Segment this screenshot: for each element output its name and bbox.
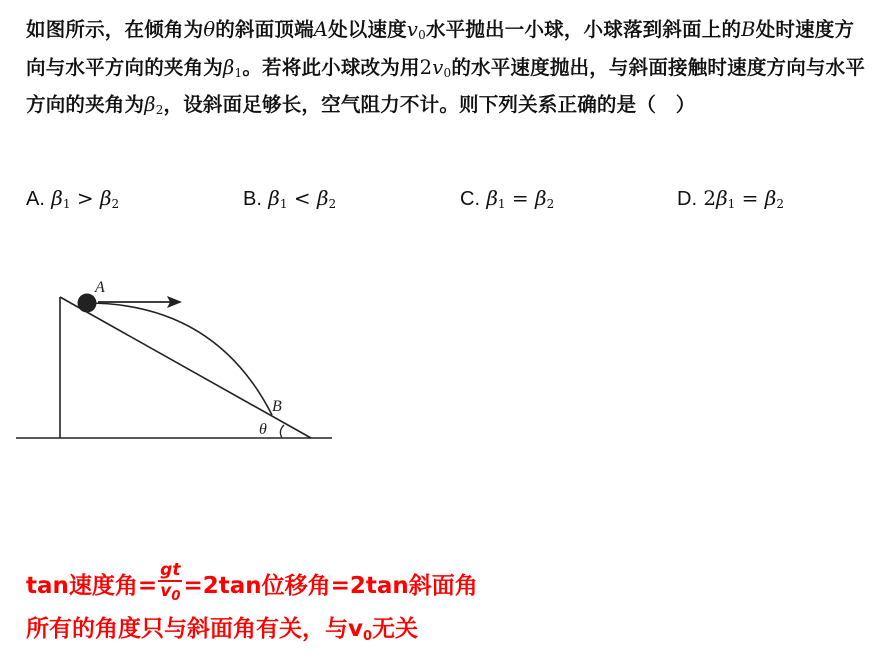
note-line-1: tan速度角= $\frac{gt}{v_0}$ =2tan位移角=2tan斜面角 xyxy=(26,560,478,604)
question-text: 如图所示，在倾角为θ的斜面顶端A处以速度$v_0$水平抛出一小球，小球落到斜面上的B处时速度方向与水平方向的夹角为$\beta_1$。若将此小球改为用$2v_0$的水平速度抛出，与斜面接触时速度方向与水平方向的夹角为$\beta_2$，设斜面足够长，空气阻力不计。则下列关系正确的是（ ） xyxy=(26,18,866,117)
option-c[interactable]: C. $\beta_1 = \beta_2$ xyxy=(460,186,555,211)
angle-arc xyxy=(280,425,284,438)
incline-slope xyxy=(60,297,311,438)
note-line-2: 所有的角度只与斜面角有关，与$v_0$无关 xyxy=(26,616,419,644)
incline-figure xyxy=(0,270,360,450)
option-a[interactable]: A. $\beta_1 > \beta_2$ xyxy=(26,186,120,211)
label-a: A xyxy=(95,279,105,296)
ball xyxy=(78,294,97,313)
label-theta: θ xyxy=(259,421,267,438)
fraction-gt-over-v0: $\frac{gt}{v_0}$ xyxy=(160,560,181,604)
option-b[interactable]: B. $\beta_1 < \beta_2$ xyxy=(243,186,337,211)
option-d[interactable]: D. $2\beta_1 = \beta_2$ xyxy=(677,186,784,211)
trajectory-curve xyxy=(87,303,272,415)
label-b: B xyxy=(272,398,282,415)
